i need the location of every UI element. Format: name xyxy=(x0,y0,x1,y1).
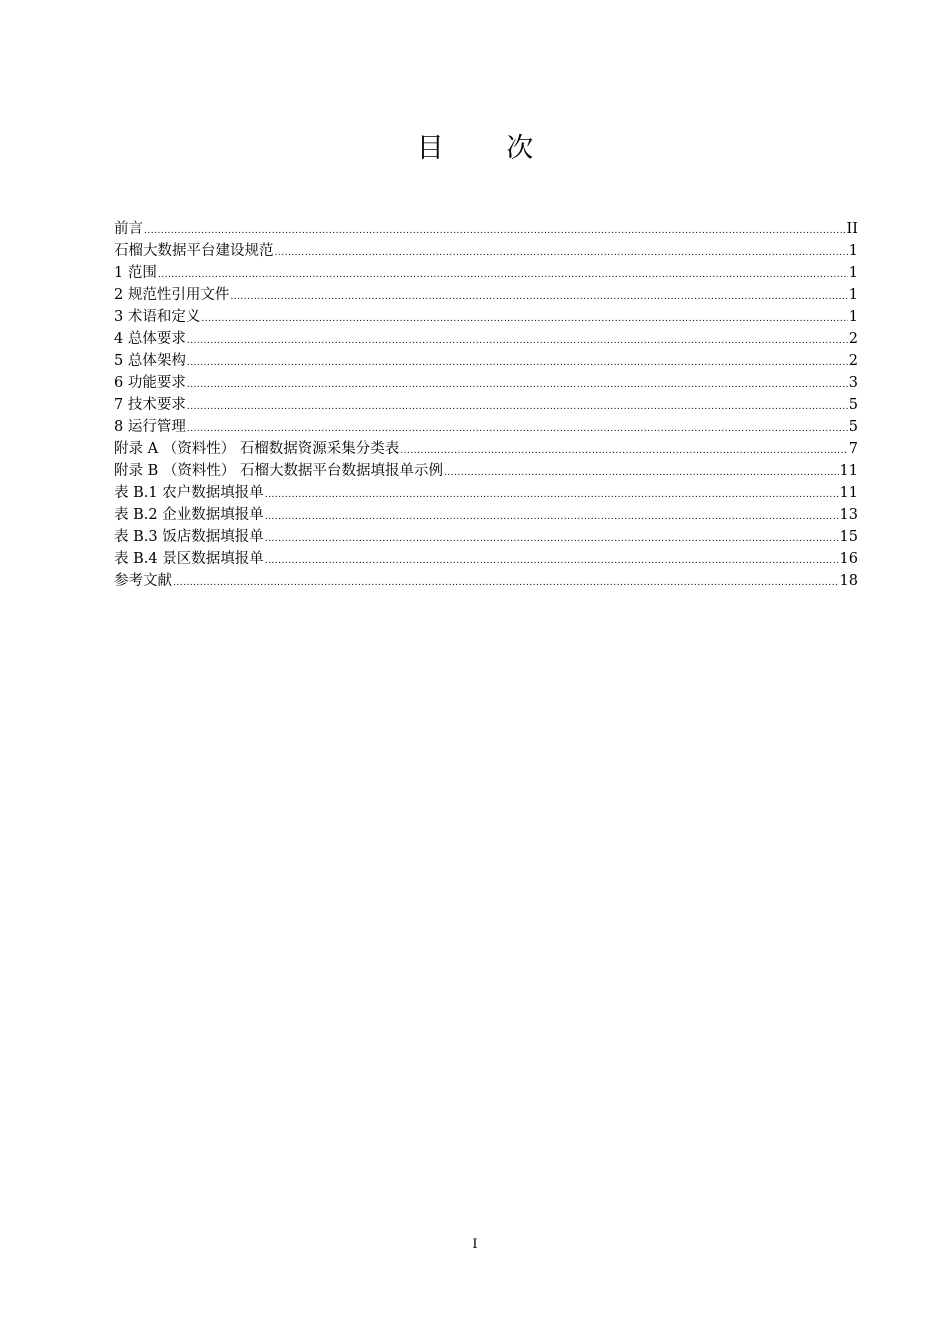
toc-entry-label: 8 运行管理 xyxy=(114,419,186,435)
toc-entry-label: 表 B.4 景区数据填报单 xyxy=(114,551,264,567)
toc-entry-page: 18 xyxy=(839,573,858,589)
toc-entry-scope[interactable] xyxy=(114,262,858,284)
toc-entry-table-b4[interactable] xyxy=(114,548,858,570)
toc-leader-dots xyxy=(187,396,848,418)
toc-entry-label: 4 总体要求 xyxy=(114,331,186,347)
toc-leader-dots xyxy=(158,264,848,286)
toc-entry-terms-definitions[interactable] xyxy=(114,306,858,328)
toc-entry-spec-title[interactable] xyxy=(114,240,858,262)
page-number: I xyxy=(472,1237,478,1252)
toc-entry-table-b2[interactable] xyxy=(114,504,858,526)
toc-entry-technical-requirements[interactable] xyxy=(114,394,858,416)
toc-entry-general-architecture[interactable] xyxy=(114,350,858,372)
toc-entry-page: 1 xyxy=(848,309,858,325)
toc-entry-page: 5 xyxy=(848,419,858,435)
toc-leader-dots xyxy=(187,374,848,396)
toc-leader-dots xyxy=(265,550,839,572)
toc-entry-page: 11 xyxy=(839,485,858,501)
toc-entry-operation-management[interactable] xyxy=(114,416,858,438)
toc-entry-preface[interactable] xyxy=(114,218,858,240)
toc-entry-label: 表 B.1 农户数据填报单 xyxy=(114,485,264,501)
toc-entry-normative-references[interactable] xyxy=(114,284,858,306)
toc-entry-label: 表 B.3 饭店数据填报单 xyxy=(114,529,264,545)
toc-entry-functional-requirements[interactable] xyxy=(114,372,858,394)
toc-entry-page: 16 xyxy=(839,551,858,567)
toc-entry-appendix-b[interactable] xyxy=(114,460,858,482)
toc-leader-dots xyxy=(173,572,839,594)
table-of-contents xyxy=(114,218,858,592)
toc-entry-appendix-a[interactable] xyxy=(114,438,858,460)
toc-entry-page: II xyxy=(846,221,858,237)
toc-leader-dots xyxy=(265,528,839,550)
toc-leader-dots xyxy=(187,418,848,440)
toc-entry-page: 1 xyxy=(848,265,858,281)
toc-entry-page: 2 xyxy=(848,331,858,347)
toc-leader-dots xyxy=(400,440,847,462)
toc-entry-label: 7 技术要求 xyxy=(114,397,186,413)
toc-leader-dots xyxy=(230,286,847,308)
toc-entry-label: 1 范围 xyxy=(114,265,157,281)
toc-leader-dots xyxy=(265,506,839,528)
toc-entry-label: 参考文献 xyxy=(114,573,172,589)
toc-entry-page: 7 xyxy=(848,441,858,457)
toc-leader-dots xyxy=(187,352,848,374)
toc-leader-dots xyxy=(144,220,846,242)
toc-entry-table-b3[interactable] xyxy=(114,526,858,548)
toc-entry-label: 2 规范性引用文件 xyxy=(114,287,230,303)
toc-leader-dots xyxy=(187,330,848,352)
toc-entry-page: 5 xyxy=(848,397,858,413)
toc-entry-general-requirements[interactable] xyxy=(114,328,858,350)
toc-entry-page: 2 xyxy=(848,353,858,369)
toc-entry-label: 3 术语和定义 xyxy=(114,309,201,325)
toc-entry-label: 表 B.2 企业数据填报单 xyxy=(114,507,264,523)
toc-entry-bibliography[interactable] xyxy=(114,570,858,592)
toc-entry-table-b1[interactable] xyxy=(114,482,858,504)
toc-leader-dots xyxy=(275,242,848,264)
toc-leader-dots xyxy=(265,484,839,506)
toc-entry-page: 3 xyxy=(848,375,858,391)
toc-entry-page: 1 xyxy=(848,287,858,303)
toc-leader-dots xyxy=(201,308,847,330)
toc-entry-page: 13 xyxy=(839,507,858,523)
toc-entry-page: 1 xyxy=(848,243,858,259)
toc-entry-page: 11 xyxy=(839,463,858,479)
toc-entry-label: 5 总体架构 xyxy=(114,353,186,369)
toc-entry-label: 附录 B （资料性） 石榴大数据平台数据填报单示例 xyxy=(114,463,443,479)
toc-leader-dots xyxy=(444,462,839,484)
toc-entry-label: 石榴大数据平台建设规范 xyxy=(114,243,274,259)
toc-entry-label: 6 功能要求 xyxy=(114,375,186,391)
toc-entry-label: 附录 A （资料性） 石榴数据资源采集分类表 xyxy=(114,441,400,457)
page-title: 目 次 xyxy=(416,133,561,164)
toc-entry-page: 15 xyxy=(839,529,858,545)
toc-entry-label: 前言 xyxy=(114,221,143,237)
